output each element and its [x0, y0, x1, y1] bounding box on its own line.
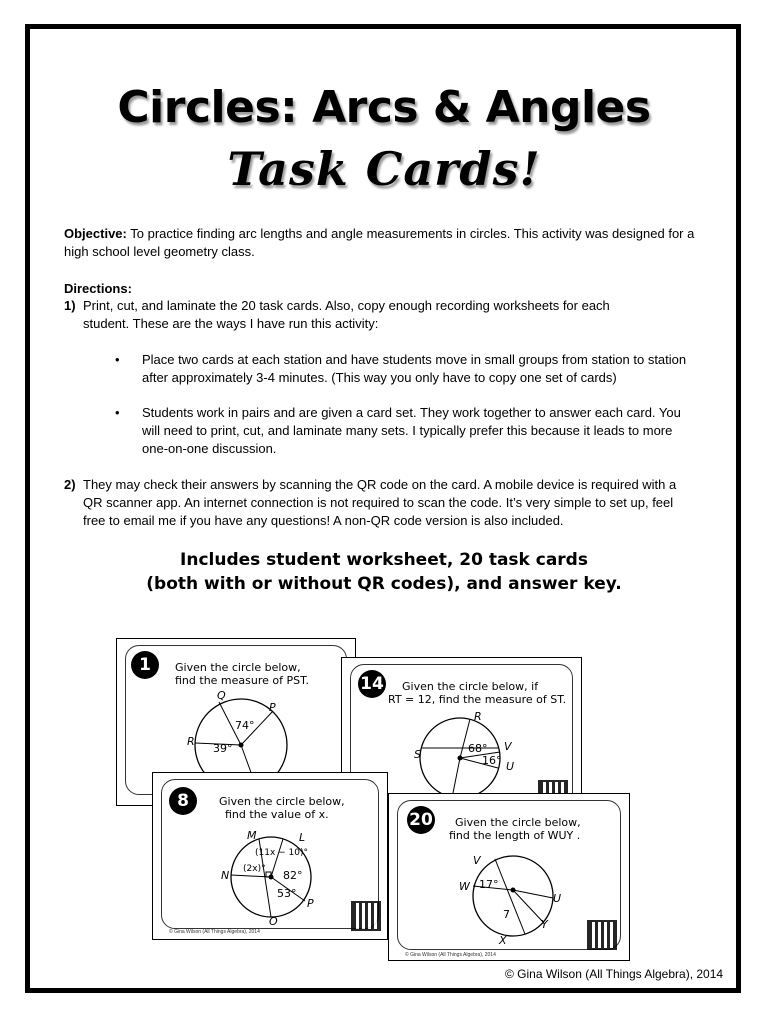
step1-num: 1) [64, 298, 76, 313]
card-prompt-line2: find the measure of PST. [175, 674, 310, 687]
card-number: 8 [169, 787, 197, 815]
label-l: L [299, 831, 306, 844]
includes-line1: Includes student worksheet, 20 task cards [180, 550, 588, 570]
card-prompt-line2: find the value of x. [225, 808, 329, 821]
card-prompt-line1: Given the circle below, [175, 661, 301, 674]
card-number: 14 [358, 670, 386, 698]
label-m: M [247, 829, 257, 842]
label-s: S [414, 748, 421, 761]
card-prompt-line1: Given the circle below, [219, 795, 345, 808]
label-q: Q [217, 689, 226, 702]
card-credit: © Gina Wilson (All Things Algebra), 2014 [169, 929, 260, 935]
angle-16: 16° [482, 754, 502, 767]
bullet1-text: Place two cards at each station and have students move in small groups from station to station after approximately 3-4 minutes. (This way you only have to copy one set of cards) [142, 352, 687, 385]
task-card-8 [152, 772, 388, 940]
card-prompt-line2: RT = 12, find the measure of ST. [388, 693, 567, 706]
step2-text: They may check their answers by scanning the QR code on the card. A mobile device is required with a QR scanner app. An internet connection is not required to scan the code. It’s very simple to set up, feel free to email me if you have any questions! A non-QR code version is also included. [83, 477, 677, 528]
label-x: X [499, 934, 507, 947]
objective-text: To practice finding arc lengths and angle measurements in circles. This activity was designed for a high school level geometry class. [64, 226, 695, 259]
card-number: 1 [131, 651, 159, 679]
label-p: P [269, 701, 276, 714]
card-prompt-line1: Given the circle below, [455, 816, 581, 829]
qr-code [351, 901, 381, 931]
label-n: N [221, 869, 230, 882]
includes-line2: (both with or without QR codes), and answer key. [146, 574, 622, 594]
title-main: Circles: Arcs & Angles [117, 82, 651, 133]
bullet2-marker: • [115, 405, 120, 420]
qr-code [587, 920, 617, 950]
bullet2-text: Students work in pairs and are given a card set. They work together to answer each card. You will need to print, cut, and laminate many sets. I typically prefer this because it leads to more one-on-one discussion. [142, 405, 681, 456]
label-y: Y [541, 918, 548, 931]
card-credit: © Gina Wilson (All Things Algebra), 2014 [405, 952, 496, 958]
expr-2x: (2x)° [243, 864, 266, 874]
label-r: R [187, 735, 195, 748]
label-v: V [504, 740, 512, 753]
label-p: P [307, 897, 314, 910]
expr-11x: (11x − 10)° [255, 848, 309, 858]
card-prompt-line1: Given the circle below, if [402, 680, 539, 693]
step2-num: 2) [64, 477, 76, 492]
label-w: W [459, 880, 470, 893]
card-number: 20 [407, 806, 435, 834]
label-r: R [474, 710, 482, 723]
task-card-20 [388, 793, 630, 961]
angle-68: 68° [468, 742, 488, 755]
card-prompt-line2: find the length of WUY . [449, 829, 581, 842]
title-sub: Task Cards! [227, 142, 541, 196]
directions-label: Directions: [64, 281, 132, 296]
label-u: U [506, 760, 515, 773]
copyright-notice: © Gina Wilson (All Things Algebra), 2014 [505, 967, 724, 981]
angle-17: 17° [479, 878, 499, 891]
length-7: 7 [503, 908, 510, 921]
label-u: U [553, 892, 562, 905]
label-o: O [269, 915, 278, 928]
objective-paragraph [64, 225, 704, 261]
angle-53: 53° [277, 887, 297, 900]
angle-74: 74° [235, 719, 255, 732]
bullet1-marker: • [115, 352, 120, 367]
angle-82: 82° [283, 869, 303, 882]
angle-39: 39° [213, 742, 233, 755]
step1-text: Print, cut, and laminate the 20 task cards. Also, copy enough recording worksheets for each student. These are the ways I have run this activity: [83, 298, 610, 331]
label-v: V [473, 854, 481, 867]
objective-label: Objective: [64, 226, 127, 241]
